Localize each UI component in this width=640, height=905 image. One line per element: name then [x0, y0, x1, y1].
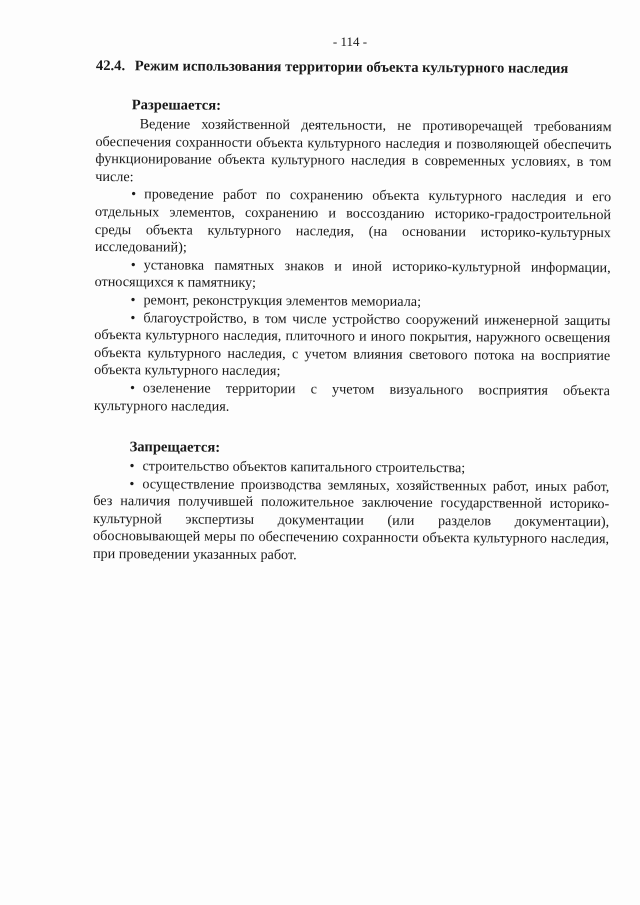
- forbidden-item: • строительство объектов капитального строительства;: [129, 458, 466, 477]
- allowed-intro: Ведение хозяйственной деятельности, не противоречащей требованиям обеспечения сохранности объекта культурного наследия и позволяющей обеспечить функционирование объекта культурного наследия в современных условиях, в том числе:: [95, 116, 612, 186]
- bullet-icon: •: [129, 380, 136, 397]
- allowed-item: • ремонт, реконструкция элементов мемориала;: [130, 292, 422, 310]
- forbidden-heading: Запрещается:: [129, 439, 221, 456]
- bullet-icon: •: [130, 292, 136, 309]
- allowed-item: • проведение работ по сохранению объекта культурного наследия и его отдельных элементов, сохранению и воссозданию историко-градостроительной среды объекта культурного наследия, (на основании историко-культурных исследований);: [94, 186, 612, 256]
- bullet-icon: •: [129, 458, 135, 475]
- section-gap: [94, 415, 610, 442]
- bullet-icon: •: [130, 256, 136, 273]
- bullet-icon: •: [129, 475, 135, 492]
- page-number: - 114 -: [332, 34, 368, 49]
- document-content: [93, 58, 612, 567]
- section-title: [96, 58, 612, 78]
- allowed-item: • благоустройство, в том числе устройство сооружений инженерной защиты объекта культурного наследия, плиточного и иного покрытия, наружного освещения объекта культурного наследия, с учетом влияния светового потока на восприятие объекта культурного наследия;: [94, 309, 611, 380]
- forbidden-item: • осуществление производства земляных, хозяйственных работ, иных работ, без наличия получившей положительное заключение государственной историко-культурной экспертизы документации (или разделов документации), обосновывающей меры по обеспечению сохранности объекта культурного наследия, при проведении указанных работ.: [92, 475, 610, 564]
- allowed-heading: Разрешается:: [131, 97, 222, 114]
- section-title-text: Режим использования территории объекта культурного наследия: [134, 58, 569, 77]
- bullet-icon: •: [130, 309, 136, 326]
- allowed-item: • озеленение территории с учетом визуального восприятия объекта культурного наследия.: [93, 380, 611, 415]
- section-number: 42.4.: [95, 58, 126, 75]
- allowed-item: • установка памятных знаков и иной историко-культурной информации, относящихся к памятнику;: [94, 256, 611, 292]
- bullet-icon: •: [131, 186, 137, 203]
